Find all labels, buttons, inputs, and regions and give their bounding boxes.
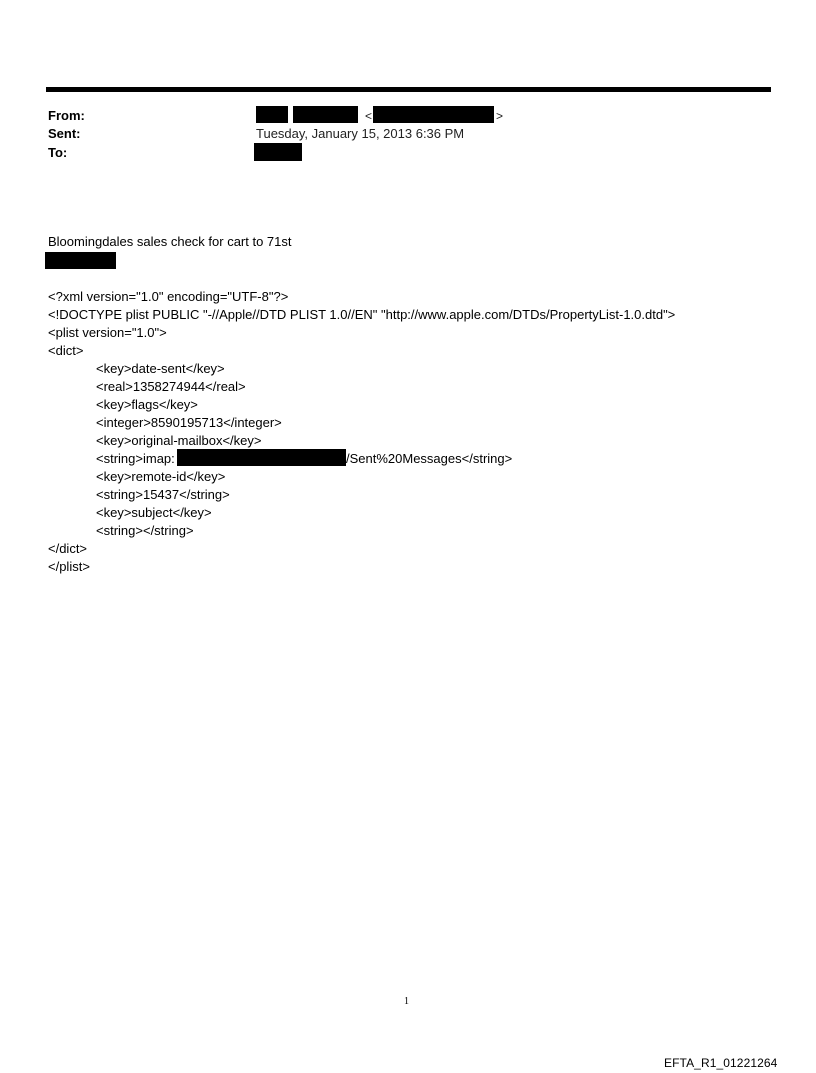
- xml-declaration: <?xml version="1.0" encoding="UTF-8"?>: [48, 289, 289, 304]
- sent-label: Sent:: [48, 126, 81, 141]
- xml-string-imap-suffix: /Sent%20Messages</string>: [346, 451, 513, 466]
- xml-real-value: <real>1358274944</real>: [96, 379, 246, 394]
- sent-value: Tuesday, January 15, 2013 6:36 PM: [256, 126, 465, 141]
- xml-string-imap-prefix: <string>imap:: [96, 451, 175, 466]
- xml-key-subject: <key>subject</key>: [96, 505, 212, 520]
- from-label: From:: [48, 108, 85, 123]
- xml-key-date-sent: <key>date-sent</key>: [96, 361, 225, 376]
- redaction-from-email: [373, 106, 494, 123]
- xml-key-remote-id: <key>remote-id</key>: [96, 469, 226, 484]
- page-number: 1: [404, 996, 409, 1007]
- xml-doctype: <!DOCTYPE plist PUBLIC "-//Apple//DTD PLIST 1.0//EN" "http://www.apple.com/DTDs/PropertyList-1.0.dtd">: [48, 307, 676, 322]
- xml-key-original-mailbox: <key>original-mailbox</key>: [96, 433, 262, 448]
- xml-dict-open: <dict>: [48, 343, 84, 358]
- bates-number: EFTA_R1_01221264: [664, 1056, 778, 1070]
- xml-integer-value: <integer>8590195713</integer>: [96, 415, 282, 430]
- from-email-open-bracket: <: [365, 109, 373, 123]
- xml-dict-close: </dict>: [48, 541, 88, 556]
- xml-string-subject: <string></string>: [96, 523, 194, 538]
- xml-plist-close: </plist>: [48, 559, 90, 574]
- header-rule: [46, 87, 771, 92]
- redaction-to-recipient: [254, 143, 302, 161]
- xml-plist-open: <plist version="1.0">: [48, 325, 167, 340]
- subject-line: Bloomingdales sales check for cart to 71st: [48, 234, 292, 249]
- xml-key-flags: <key>flags</key>: [96, 397, 198, 412]
- from-email-close-bracket: >: [496, 109, 504, 123]
- redaction-from-last-name: [293, 106, 358, 123]
- redaction-signature: [45, 252, 116, 269]
- redaction-from-first-name: [256, 106, 288, 123]
- to-label: To:: [48, 145, 68, 160]
- xml-string-remote-id: <string>15437</string>: [96, 487, 230, 502]
- redaction-imap-account: [177, 449, 346, 466]
